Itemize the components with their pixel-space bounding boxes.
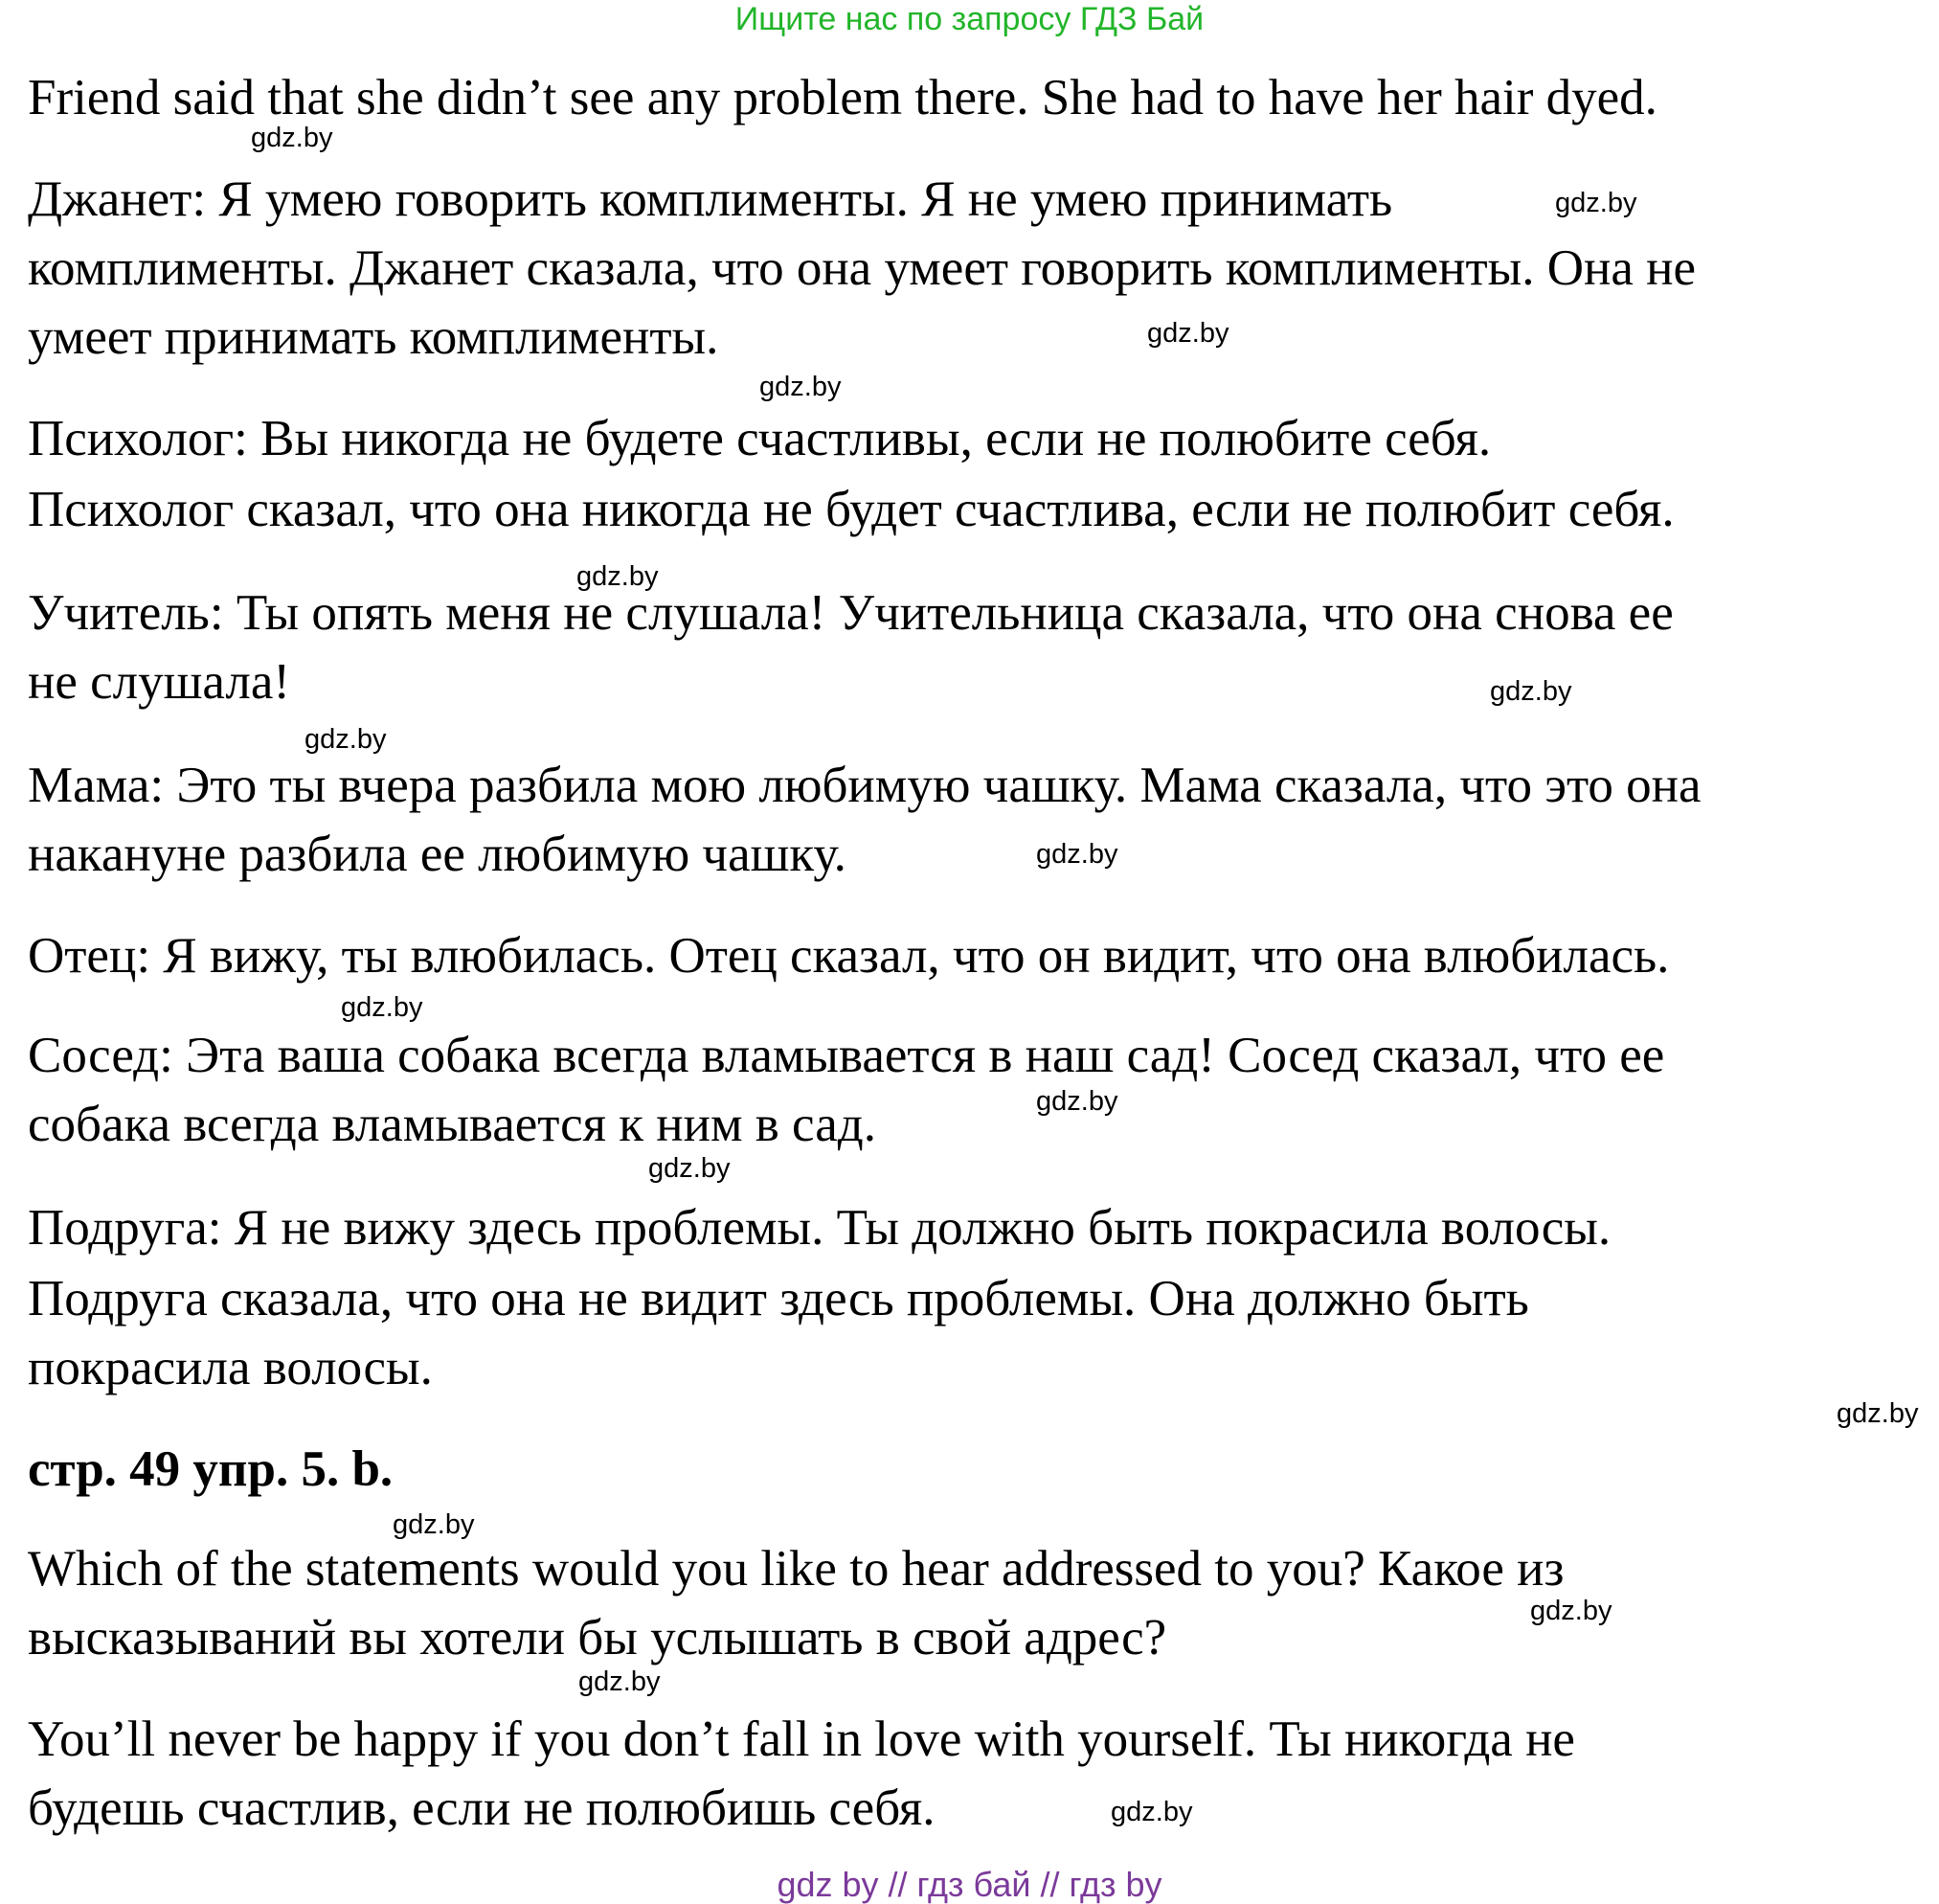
text-line: Джанет: Я умею говорить комплименты. Я не умею принимать [28,171,1393,227]
text-line: высказываний вы хотели бы услышать в свой адрес? [28,1610,1167,1666]
search-banner: Ищите нас по запросу ГДЗ Бай [734,1,1205,37]
watermark: gdz.by [1555,188,1637,218]
text-line: собака всегда вламывается к ним в сад. [28,1097,876,1152]
text-line: покрасила волосы. [28,1340,433,1395]
footer-links: gdz by // гдз бай // гдз by [777,1865,1162,1904]
text-line: Сосед: Эта ваша собака всегда вламывается в наш сад! Сосед сказал, что ее [28,1028,1665,1083]
text-line: Подруга: Я не вижу здесь проблемы. Ты должно быть покрасила волосы. [28,1200,1612,1256]
text-line: не слушала! [28,654,291,710]
watermark: gdz.by [304,724,387,755]
watermark: gdz.by [1530,1596,1612,1626]
text-line: Психолог: Вы никогда не будете счастливы, если не полюбите себя. [28,411,1492,466]
watermark: gdz.by [1490,676,1572,707]
watermark: gdz.by [759,372,842,402]
text-line: накануне разбила ее любимую чашку. [28,827,846,882]
watermark: gdz.by [1147,318,1229,349]
text-line: Which of the statements would you like to hear addressed to you? Какое из [28,1541,1565,1597]
watermark: gdz.by [648,1153,731,1184]
text-line: Friend said that she didn’t see any problem there. She had to have her hair dyed. [28,70,1657,125]
watermark: gdz.by [576,561,659,592]
watermark: gdz.by [341,992,423,1023]
watermark: gdz.by [1036,839,1118,870]
watermark: gdz.by [1111,1797,1193,1827]
text-line: Психолог сказал, что она никогда не будет счастлива, если не полюбит себя. [28,482,1675,537]
text-line: комплименты. Джанет сказала, что она умеет говорить комплименты. Она не [28,240,1697,296]
watermark: gdz.by [1036,1086,1118,1117]
text-line: Подруга сказала, что она не видит здесь проблемы. Она должно быть [28,1271,1529,1326]
text-line: будешь счастлив, если не полюбишь себя. [28,1780,936,1836]
watermark: gdz.by [1837,1398,1919,1429]
text-line: You’ll never be happy if you don’t fall in love with yourself. Ты никогда не [28,1711,1575,1767]
watermark: gdz.by [251,123,333,153]
watermark: gdz.by [393,1509,475,1540]
text-line: Отец: Я вижу, ты влюбилась. Отец сказал, что он видит, что она влюбилась. [28,928,1670,984]
text-line: умеет принимать комплименты. [28,309,719,365]
section-heading: стр. 49 упр. 5. b. [28,1441,394,1497]
text-line: Учитель: Ты опять меня не слушала! Учительница сказала, что она снова ее [28,585,1674,641]
watermark: gdz.by [578,1666,661,1697]
text-line: Мама: Это ты вчера разбила мою любимую чашку. Мама сказала, что это она [28,758,1702,813]
